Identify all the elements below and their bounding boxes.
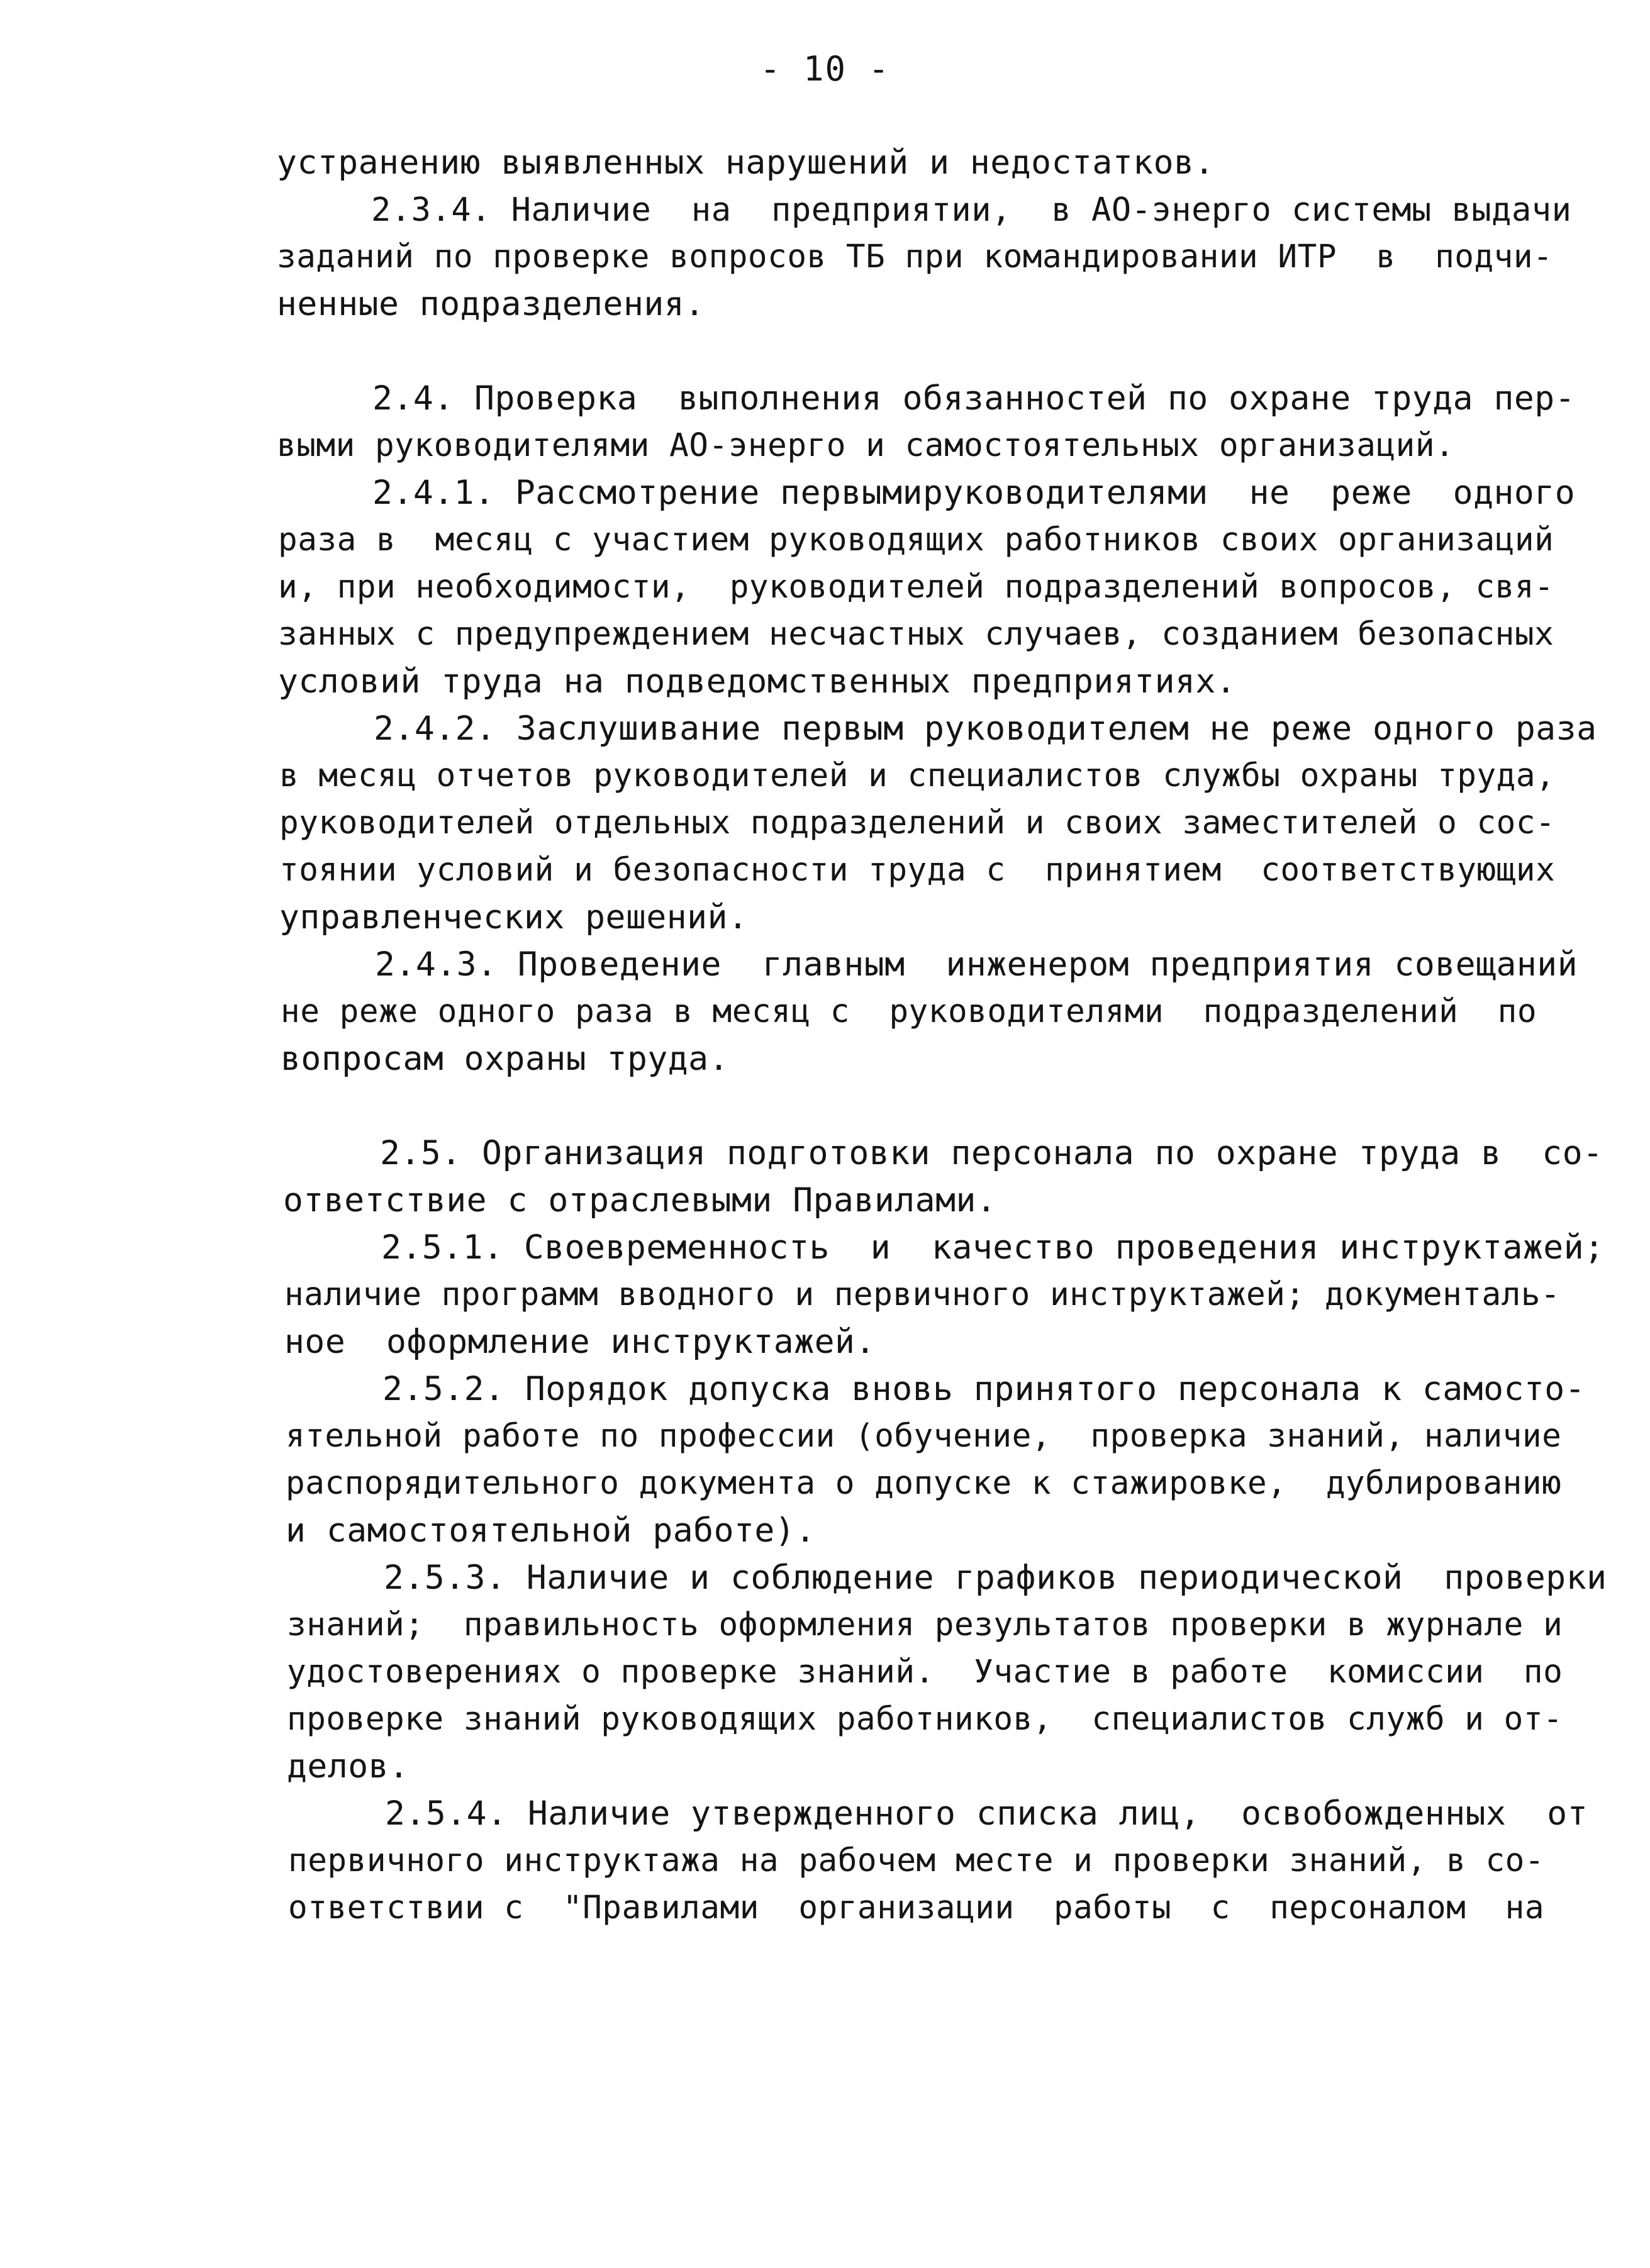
text-line: ятельной работе по профессии (обучение, проверка знаний, наличие xyxy=(286,1418,1562,1455)
text-line: 2.4.1. Рассмотрение первымируководителями не реже одного xyxy=(372,474,1576,512)
text-line: наличие программ вводного и первичного инструктажей; документаль- xyxy=(284,1276,1561,1313)
text-line: ответствие с отраслевыми Правилами. xyxy=(283,1181,997,1220)
text-line: ное оформление инструктажей. xyxy=(284,1323,876,1361)
text-line: 2.4.2. Заслушивание первым руководителем не реже одного раза xyxy=(374,709,1597,748)
text-line: первичного инструктажа на рабочем месте и проверки знаний, в со- xyxy=(288,1842,1545,1879)
text-line: ответствии с "Правилами организации работы с персоналом на xyxy=(288,1889,1545,1926)
text-line: раза в месяц с участием руководящих работников своих организаций xyxy=(278,521,1554,559)
text-line: 2.3.4. Наличие на предприятии, в АО-энерго системы выдачи xyxy=(371,191,1572,229)
text-line: 2.5.2. Порядок допуска вновь принятого персонала к самосто- xyxy=(382,1370,1586,1408)
text-line: вопросам охраны труда. xyxy=(281,1040,729,1078)
text-line: 2.4.3. Проведение главным инженером предприятия совещаний xyxy=(375,945,1578,984)
text-line: удостоверениях о проверке знаний. Участие в работе комиссии по xyxy=(287,1654,1563,1691)
text-line: в месяц отчетов руководителей и специалистов службы охраны труда, xyxy=(279,757,1556,794)
text-line: занных с предупреждением несчастных случаев, созданием безопасных xyxy=(278,616,1554,653)
text-line: проверке знаний руководящих работников, специалистов служб и от- xyxy=(287,1701,1563,1738)
text-line: распорядительного документа о допуске к стажировке, дублированию xyxy=(286,1465,1562,1502)
text-line: руководителей отдельных подразделений и своих заместителей о сос- xyxy=(279,804,1556,842)
text-line: и, при необходимости, руководителей подразделений вопросов, свя- xyxy=(278,569,1554,606)
text-line: 2.5.3. Наличие и соблюдение графиков периодической проверки xyxy=(384,1559,1607,1597)
text-line: 2.4. Проверка выполнения обязанностей по охране труда пер- xyxy=(372,379,1576,418)
text-line: управленческих решений. xyxy=(279,898,749,937)
text-line: не реже одного раза в месяц с руководителями подразделений по xyxy=(281,993,1537,1030)
text-line: заданий по проверке вопросов ТБ при командировании ИТР в подчи- xyxy=(277,238,1553,275)
text-line: условий труда на подведомственных предприятиях. xyxy=(278,662,1237,701)
text-line: и самостоятельной работе). xyxy=(286,1511,816,1550)
text-line: 2.5. Организация подготовки персонала по охране труда в со- xyxy=(380,1134,1603,1172)
text-line: 2.5.4. Наличие утвержденного списка лиц, освобожденных от xyxy=(385,1794,1588,1833)
text-line: устранению выявленных нарушений и недостатков. xyxy=(277,143,1215,182)
text-line: знаний; правильность оформления результатов проверки в журнале и xyxy=(287,1606,1563,1643)
text-line: выми руководителями АО-энерго и самостоятельных организаций. xyxy=(277,427,1455,464)
text-line: тоянии условий и безопасности труда с принятием соответствующих xyxy=(279,852,1556,889)
page-number: - 10 - xyxy=(759,49,891,89)
text-line: 2.5.1. Своевременность и качество проведения инструктажей; xyxy=(381,1228,1605,1267)
text-line: ненные подразделения. xyxy=(277,285,705,323)
text-line: делов. xyxy=(287,1747,410,1786)
